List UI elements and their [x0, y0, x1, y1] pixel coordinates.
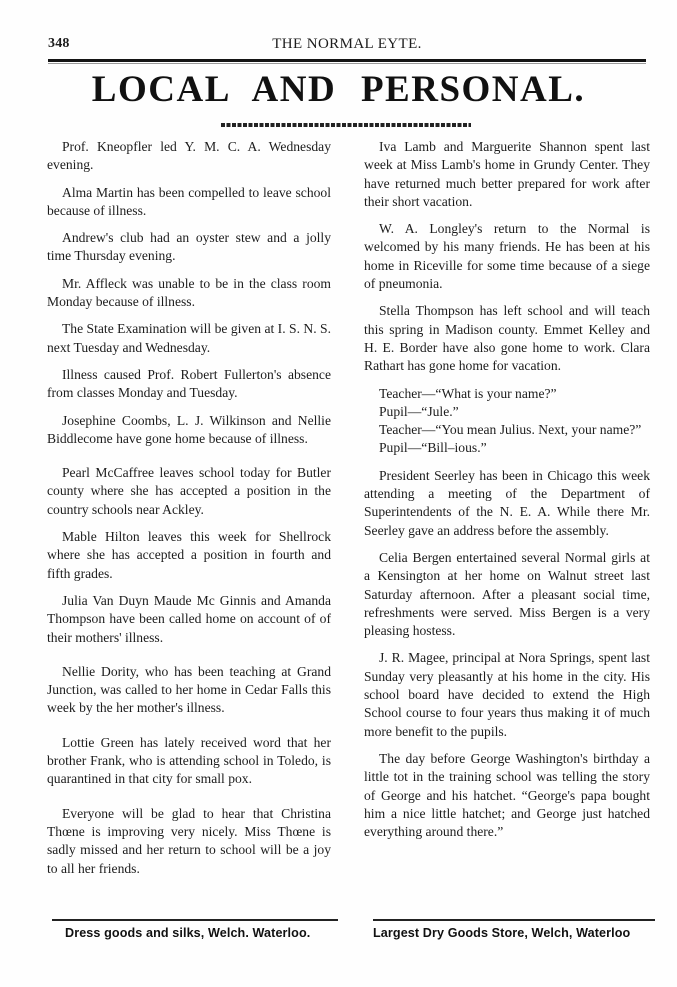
news-item: Alma Martin has been compelled to leave school because of illness. [47, 184, 331, 218]
journal-title: THE NORMAL EYTE. [272, 36, 422, 52]
news-item: Mr. Affleck was unable to be in the class room Monday because of illness. [47, 275, 331, 310]
footer-advertisement-left: Dress goods and silks, Welch. Waterloo. [65, 926, 311, 940]
dialogue-line: Teacher—“You mean Julius. Next, your name?” [379, 422, 642, 438]
news-item: The State Examination will be given at I. S. N. S. next Tuesday and Wednesday. [47, 321, 331, 355]
news-item: Everyone will be glad to hear that Christina Thœne is improving very nicely. Miss Thœne is sadly missed and her return to school will be a joy to all her friends. [47, 805, 331, 876]
running-head [48, 36, 646, 56]
news-item: Illness caused Prof. Robert Fullerton's absence from classes Monday and Tuesday. [47, 366, 331, 401]
ornamental-divider [221, 123, 471, 127]
dialogue-line: Teacher—“What is your name?” [379, 385, 557, 401]
section-title: LOCAL AND PERSONAL. [91, 69, 586, 110]
left-column [47, 138, 331, 887]
news-item: Pearl McCaffree leaves school today for Butler county where she has accepted a position in the country schools near Ackley. [47, 465, 331, 517]
right-column [364, 138, 650, 850]
news-item: Josephine Coombs, L. J. Wilkinson and Nellie Biddlecome have gone home because of illness. [47, 412, 331, 446]
news-item: J. R. Magee, principal at Nora Springs, spent last Sunday very pleasantly at his home in the city. His school board have decided to extend the High School course to four years thus making it of much more benefit to the pupils. [364, 650, 650, 739]
footer-rule-left [52, 919, 338, 921]
news-item: Andrew's club had an oyster stew and a jolly time Thursday evening. [47, 230, 331, 264]
news-item: Celia Bergen entertained several Normal girls at a Kensington at her home on Walnut street last Saturday afternoon. After a pleasant social time, refreshments were served. Miss Bergen is a very pleasing hostess. [364, 549, 650, 639]
page-number: 348 [48, 36, 70, 51]
news-item: W. A. Longley's return to the Normal is welcomed by his many friends. He has been at his home in Riceville for some time because of a siege of pneumonia. [364, 221, 650, 292]
news-item: President Seerley has been in Chicago this week attending a meeting of the Department of Superintendents of the N. E. A. While there Mr. Seerley gave an address before the assembly. [364, 467, 650, 538]
dialogue-line: Pupil—“Jule.” [379, 403, 459, 419]
news-item: The day before George Washington's birthday a little tot in the training school was telling the story of George and his hatchet. “George's papa bought him a nice little hatchet; and George just hatched everything around there.” [364, 750, 650, 840]
footer-advertisement-right: Largest Dry Goods Store, Welch, Waterloo [373, 926, 631, 940]
news-item: Lottie Green has lately received word that her brother Frank, who is attending school in Toledo, is quarantined in that city for small pox. [47, 734, 331, 787]
news-item: Nellie Dority, who has been teaching at Grand Junction, was called to her home in Cedar Falls this week by the her mother's illness. [47, 663, 331, 716]
footer-rule-right [373, 919, 655, 921]
header-rule-thin [48, 63, 646, 64]
news-item: Julia Van Duyn Maude Mc Ginnis and Amanda Thompson have been called home on account of of their mothers' illness. [47, 592, 331, 645]
dialogue-line: Pupil—“Bill–ious.” [379, 440, 487, 456]
news-item: Iva Lamb and Marguerite Shannon spent last week at Miss Lamb's home in Grundy Center. They have returned much better prepared for work after their short vacation. [364, 139, 650, 209]
news-item: Mable Hilton leaves this week for Shellrock where she has accepted a position in fourth and fifth grades. [47, 529, 331, 581]
header-rule [48, 59, 646, 62]
news-item: Prof. Kneopfler led Y. M. C. A. Wednesday evening. [47, 139, 331, 173]
news-item: Stella Thompson has left school and will teach this spring in Madison county. Emmet Kelley and H. E. Border have also gone home to work. Clara Rathart has gone home for vacation. [364, 303, 650, 374]
